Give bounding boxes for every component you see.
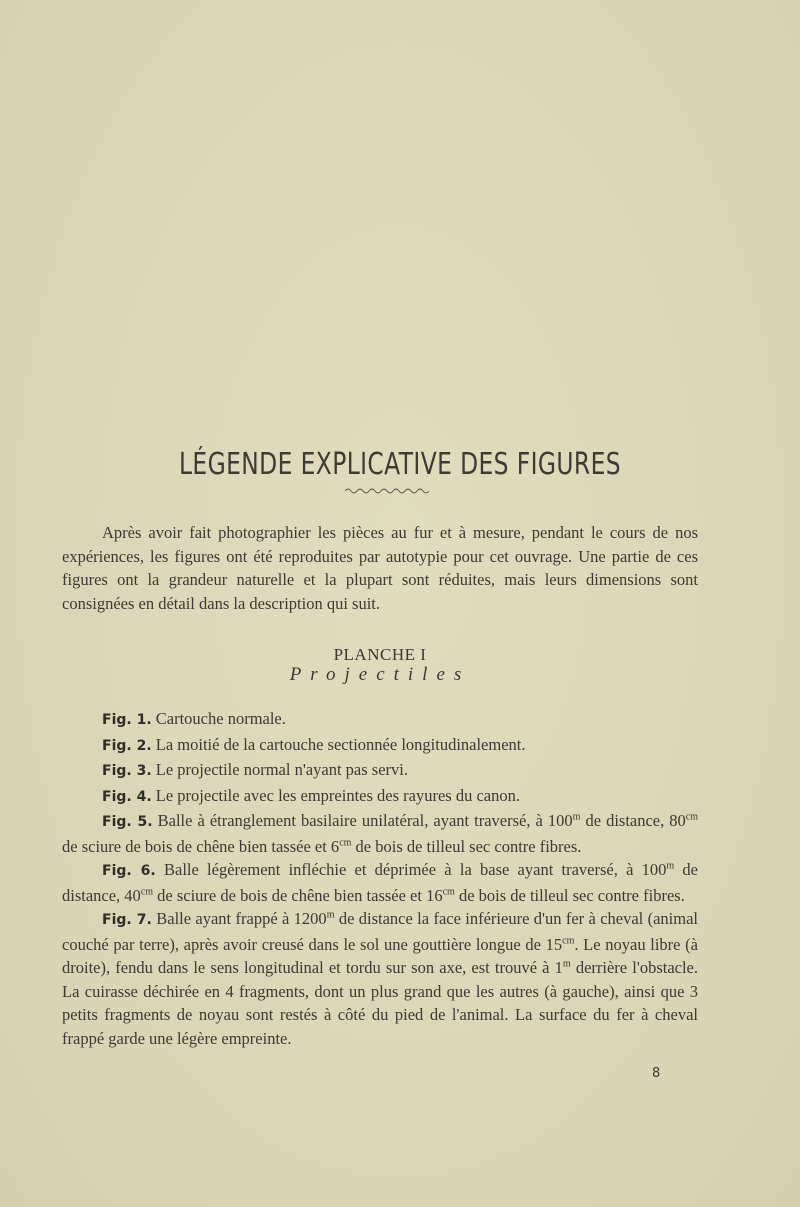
figure-label: Fig. 2. — [102, 737, 152, 754]
figure-text: Cartouche normale. — [155, 709, 286, 728]
figure-list — [62, 707, 698, 1050]
ornament-divider — [345, 486, 429, 496]
figure-text: Le projectile normal n'ayant pas servi. — [155, 760, 408, 779]
figure-entry-4 — [62, 784, 698, 810]
figure-entry-7: Fig. 7. Balle ayant frappé à 1200$^m$ de distance la face inférieure d'un fer à cheval (animal couché par terre), après avoir creusé dans le sol une gouttière longue de $15^{cm}$. Le noyau libre (à droite), fendu dans le sens longitudinal et tordu sur son axe, est trouvé à 1$^m$ derrière l'obstacle. La cuirasse déchirée en 4 fragments, dont un plus grand que les autres (à gauche), ainsi que 3 petits fragments de noyau sont restés à côté du pied de l'animal. La surface du fer à cheval frappé garde une légère empreinte. — [62, 909, 699, 1048]
figure-entry-3 — [62, 758, 698, 784]
section-subtitle: Projectiles — [289, 664, 471, 685]
page-number: 8 — [652, 1066, 661, 1081]
planche-heading: PLANCHE I — [333, 645, 427, 664]
figure-entry-1 — [62, 707, 698, 733]
figure-label: Fig. 7. — [102, 912, 152, 928]
figure-label: Fig. 6. — [102, 863, 156, 879]
figure-label: Fig. 5. — [102, 814, 153, 830]
figure-label: Fig. 3. — [102, 763, 152, 779]
figure-entry-5: Fig. 5. Balle à étranglement basilaire unilatéral, ayant traversé, à 100$^m$ de distance, $80^{cm}$ de sciure de bois de chêne bien tassée et $6^{cm}$ de bois de tilleul sec contre fibres. — [62, 811, 699, 856]
figure-entry-2 — [62, 733, 698, 759]
figure-entry-6: Fig. 6. Balle légèrement infléchie et déprimée à la base ayant traversé, à 100$^m$ de distance, $40^{cm}$ de sciure de bois de chêne bien tassée et $16^{cm}$ de bois de tilleul sec contre fibres. — [62, 860, 698, 905]
page-title: LÉGENDE EXPLICATIVE DES FIGURES — [178, 447, 622, 482]
figure-text: La moitié de la cartouche sectionnée longitudinalement. — [155, 734, 526, 754]
figure-label: Fig. 1. — [102, 712, 152, 728]
figure-label: Fig. 4. — [102, 788, 152, 805]
intro-paragraph: Après avoir fait photographier les pièces au fur et à mesure, pendant le cours de nos expériences, les figures ont été reproduites par autotypie pour cet ouvrage. Une partie de ces figures ont la grandeur naturelle et la plupart sont réduites, mais leurs dimensions sont consignées en détail dans la description qui suit. — [62, 523, 698, 613]
figure-text: Le projectile avec les empreintes des rayures du canon. — [155, 785, 520, 805]
